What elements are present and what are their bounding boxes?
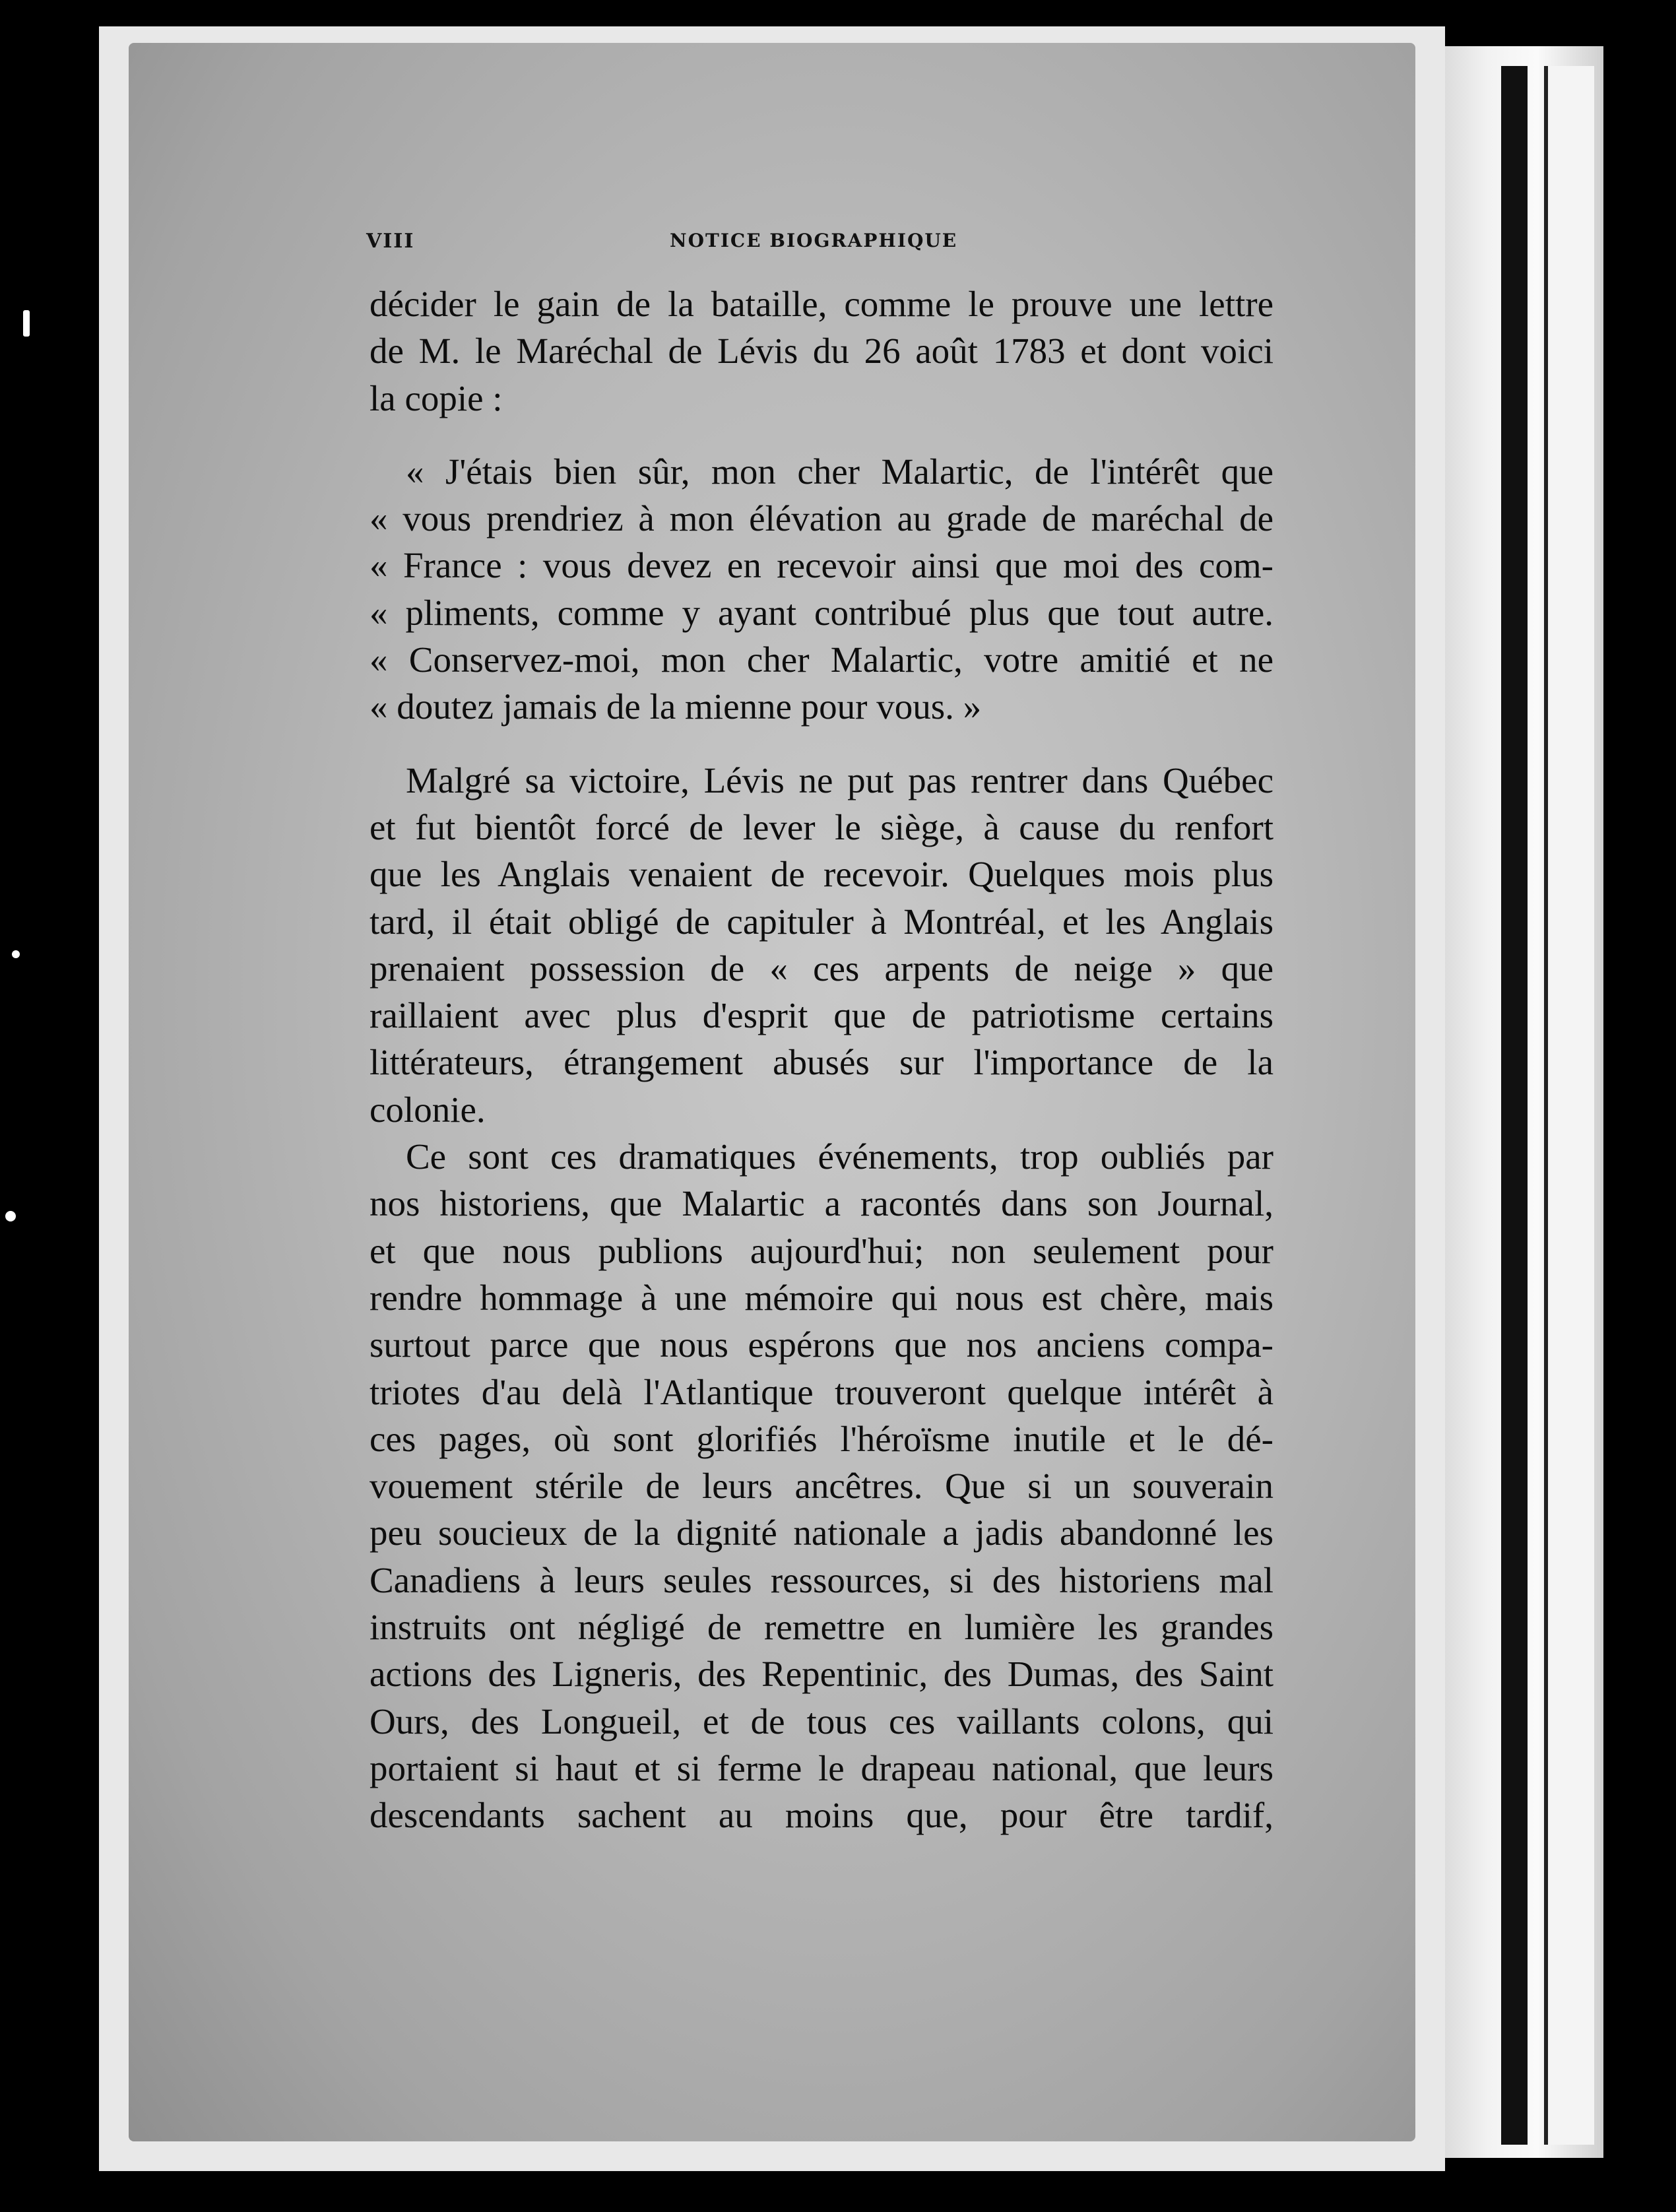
text-line: portaient si haut et si ferme le drapeau national, que leurs xyxy=(370,1747,1273,1788)
quoted-letter xyxy=(370,448,1273,731)
text-line: tard, il était obligé de capituler à Montréal, et les Anglais xyxy=(370,901,1273,942)
text-line: la copie : xyxy=(370,377,503,418)
text-line: actions des Ligneris, des Repentinic, des Dumas, des Saint xyxy=(370,1654,1273,1695)
text-line: que les Anglais venaient de recevoir. Quelques mois plus xyxy=(370,854,1273,895)
text-line: « pliments, comme y ayant contribué plus que tout autre. xyxy=(370,592,1273,633)
scan-speck xyxy=(5,1211,16,1221)
text-line: « France : vous devez en recevoir ainsi que moi des com- xyxy=(370,545,1273,586)
page-edge-shadow xyxy=(1501,66,1528,2145)
text-line: surtout parce que nous espérons que nos anciens compa- xyxy=(370,1324,1273,1365)
scan-speck xyxy=(12,950,20,958)
text-line: et que nous publions aujourd'hui; non seulement pour xyxy=(370,1230,1273,1271)
paragraph-4 xyxy=(370,1133,1273,1838)
text-line: décider le gain de la bataille, comme le prouve une lettre xyxy=(370,284,1273,324)
body-text xyxy=(370,280,1273,1839)
paragraph-3 xyxy=(370,757,1273,1133)
text-line: nos historiens, que Malartic a racontés dans son Journal, xyxy=(370,1183,1273,1224)
text-line: « Conservez-moi, mon cher Malartic, votre amitié et ne xyxy=(370,639,1273,680)
running-title: NOTICE BIOGRAPHIQUE xyxy=(670,230,958,251)
text-line: Malgré sa victoire, Lévis ne put pas rentrer dans Québec xyxy=(406,760,1273,800)
text-line: vouement stérile de leurs ancêtres. Que si un souverain xyxy=(370,1466,1273,1507)
text-line: et fut bientôt forcé de lever le siège, à cause du renfort xyxy=(370,806,1273,847)
text-line: « vous prendriez à mon élévation au grade de maréchal de xyxy=(370,498,1273,539)
text-line: colonie. xyxy=(370,1089,486,1130)
text-line: « J'étais bien sûr, mon cher Malartic, de l'intérêt que xyxy=(406,451,1273,492)
text-line: « doutez jamais de la mienne pour vous. » xyxy=(370,686,982,727)
text-line: triotes d'au delà l'Atlantique trouveront quelque intérêt à xyxy=(370,1371,1273,1412)
text-line: littérateurs, étrangement abusés sur l'importance de la xyxy=(370,1042,1273,1083)
text-line: prenaient possession de « ces arpents de neige » que xyxy=(370,948,1273,989)
text-line: rendre hommage à une mémoire qui nous est chère, mais xyxy=(370,1277,1273,1318)
text-line: de M. le Maréchal de Lévis du 26 août 1783 et dont voici xyxy=(370,331,1273,372)
page-edge-strip xyxy=(1544,66,1594,2145)
text-line: Canadiens à leurs seules ressources, si des historiens mal xyxy=(370,1559,1273,1600)
text-line: descendants sachent au moins que, pour être tardif, xyxy=(370,1795,1273,1836)
text-line: instruits ont négligé de remettre en lumière les grandes xyxy=(370,1607,1273,1648)
text-line: Ce sont ces dramatiques événements, trop oubliés par xyxy=(406,1136,1273,1177)
text-line: raillaient avec plus d'esprit que de patriotisme certains xyxy=(370,995,1273,1036)
scan-speck xyxy=(23,310,30,337)
text-line: ces pages, où sont glorifiés l'héroïsme inutile et le dé- xyxy=(370,1418,1273,1459)
text-line: Ours, des Longueil, et de tous ces vaillants colons, qui xyxy=(370,1701,1273,1741)
page-number: VIII xyxy=(366,230,415,253)
adjacent-page-edge xyxy=(1438,46,1603,2158)
running-head xyxy=(366,230,980,263)
paragraph-1 xyxy=(370,280,1273,422)
text-line: peu soucieux de la dignité nationale a jadis abandonné les xyxy=(370,1513,1273,1553)
